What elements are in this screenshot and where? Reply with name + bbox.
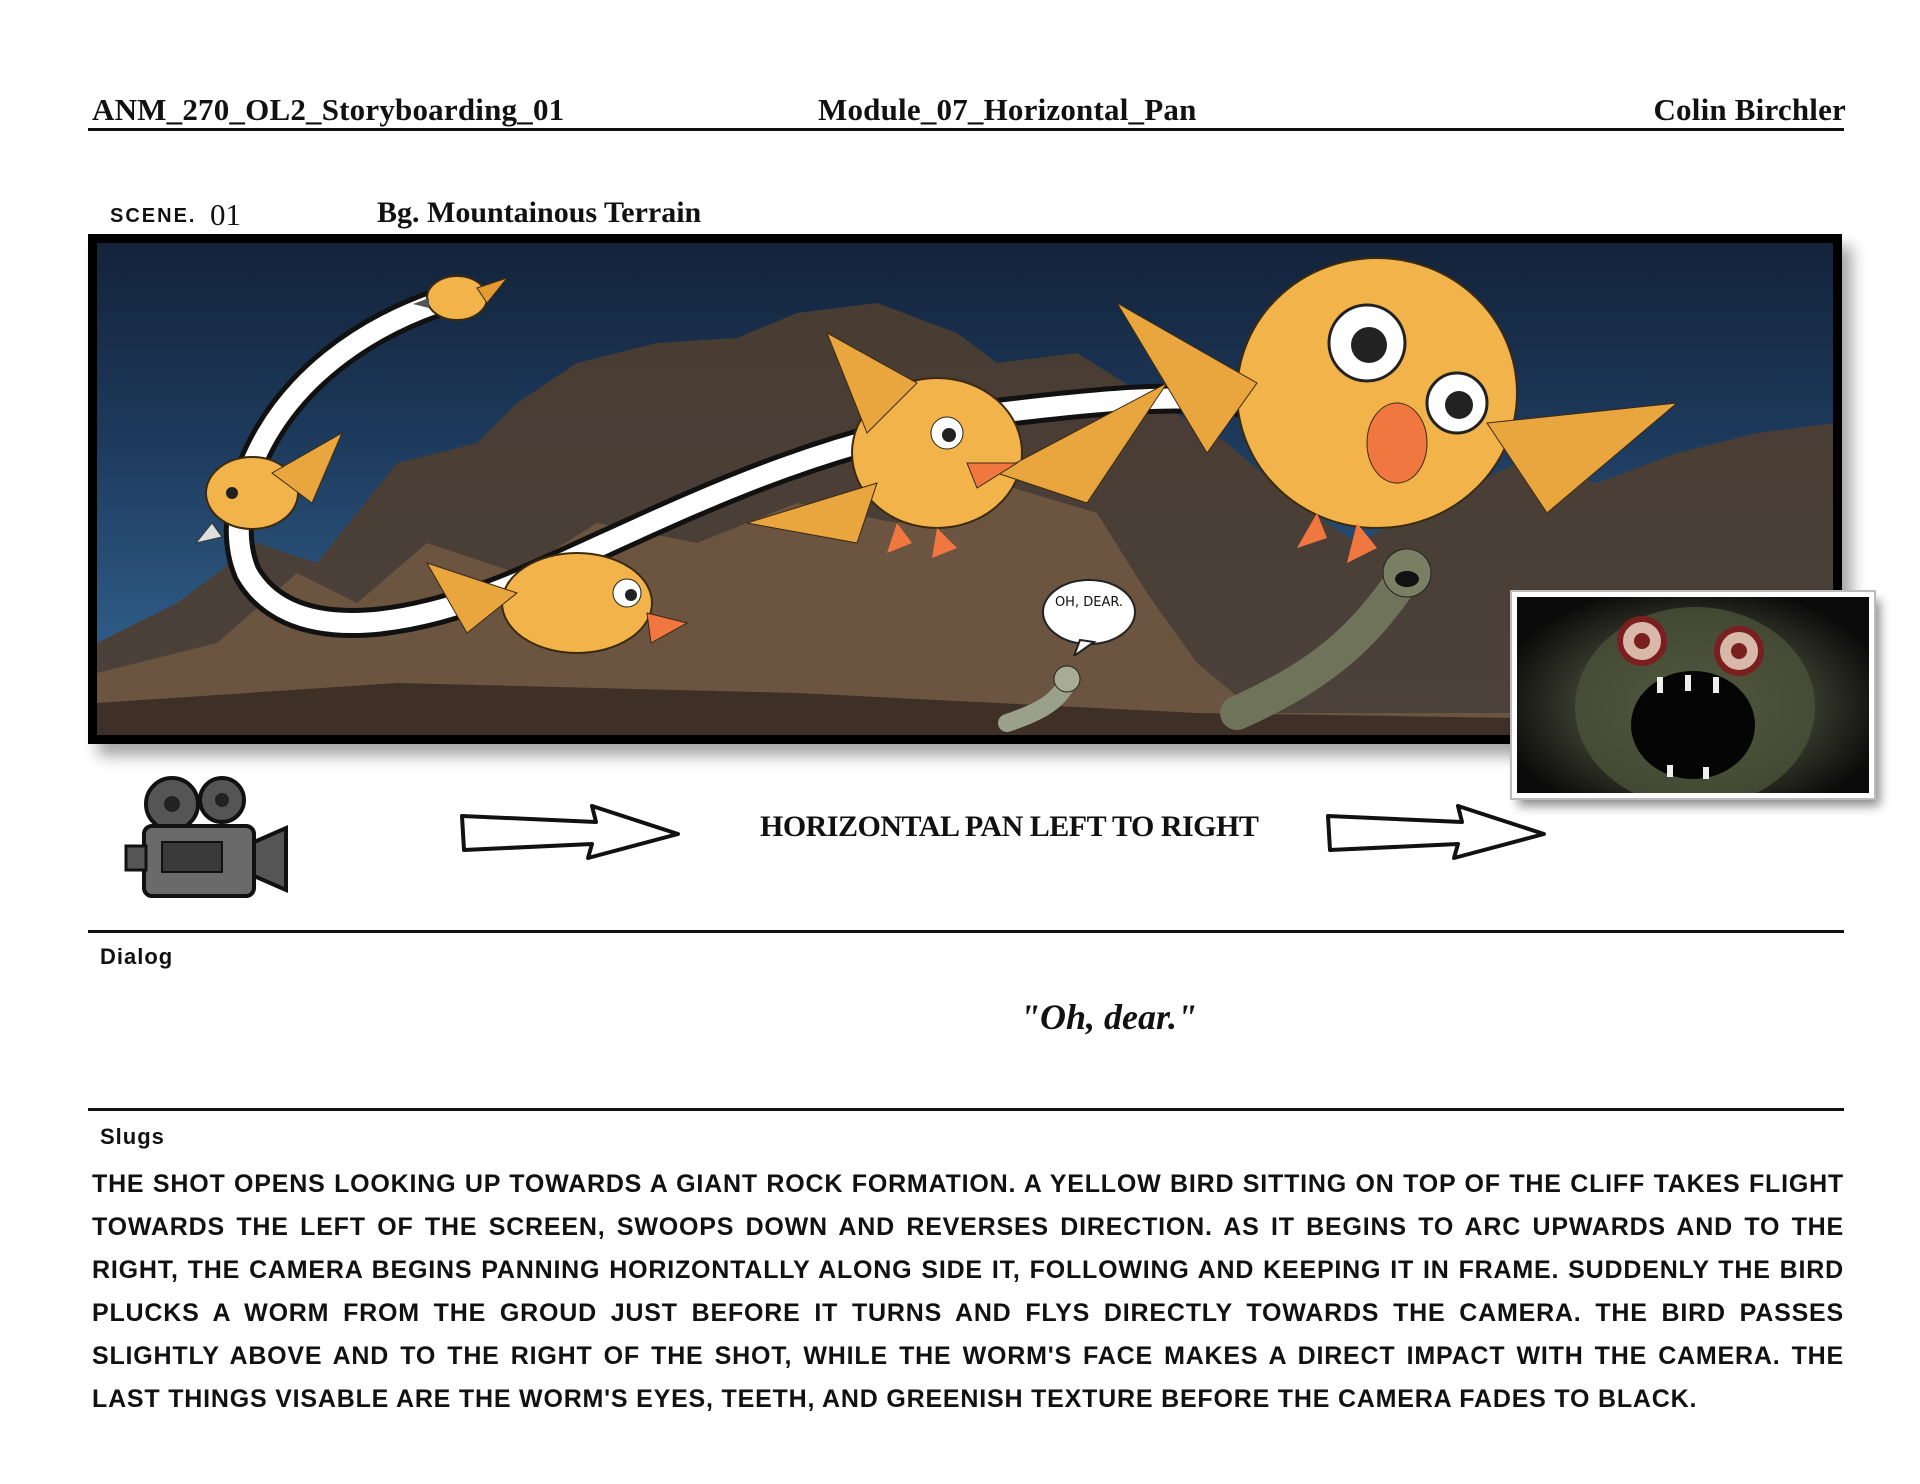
slugs-text: THE SHOT OPENS LOOKING UP TOWARDS A GIANT ROCK FORMATION. A YELLOW BIRD SITTING ON TOP OF THE CLIFF TAKES FLIGHT TOWARDS THE LEFT OF THE SCREEN, SWOOPS DOWN AND REVERSES DIRECTION. AS IT BEGINS TO ARC UPWARDS AND TO THE RIGHT, THE CAMERA BEGINS PANNING HORIZONTALLY ALONG SIDE IT, FOLLOWING AND KEEPING IT IN FRAME. SUDDENLY THE BIRD PLUCKS A WORM FROM THE GROUD JUST BEFORE IT TURNS AND FLYS DIRECTLY TOWARDS THE CAMERA. THE BIRD PASSES SLIGHTLY ABOVE AND TO THE RIGHT OF THE SHOT, WHILE THE WORM'S FACE MAKES A DIRECT IMPACT WITH THE CAMERA. THE LAST THINGS VISABLE ARE THE WORM'S EYES, TEETH, AND GREENISH TEXTURE BEFORE THE CAMERA FADES TO BLACK. — [92, 1170, 1844, 1413]
speech-bubble-text: OH, DEAR. — [1054, 595, 1124, 610]
author-name: Colin Birchler — [1653, 92, 1846, 127]
dialog-divider — [88, 930, 1844, 933]
pan-arrow-left-icon — [456, 802, 686, 867]
scene-number: 01 — [210, 197, 241, 232]
project-code: ANM_270_OL2_Storyboarding_01 — [92, 92, 565, 127]
slugs-divider — [88, 1108, 1844, 1111]
pan-arrow-right-icon — [1322, 802, 1552, 867]
header-divider — [88, 128, 1844, 131]
inset-worm-closeup — [1512, 592, 1874, 798]
background-label: Bg. Mountainous Terrain — [377, 196, 702, 229]
module-title: Module_07_Horizontal_Pan — [818, 92, 1197, 127]
scene-label: SCENE. — [110, 205, 197, 227]
speech-bubble — [1040, 578, 1138, 656]
slugs-label: Slugs — [100, 1124, 165, 1149]
movie-camera-icon — [122, 772, 292, 917]
camera-direction-text: HORIZONTAL PAN LEFT TO RIGHT — [760, 810, 1259, 843]
dialog-label: Dialog — [100, 944, 174, 969]
dialog-line: "Oh, dear." — [1020, 997, 1197, 1037]
